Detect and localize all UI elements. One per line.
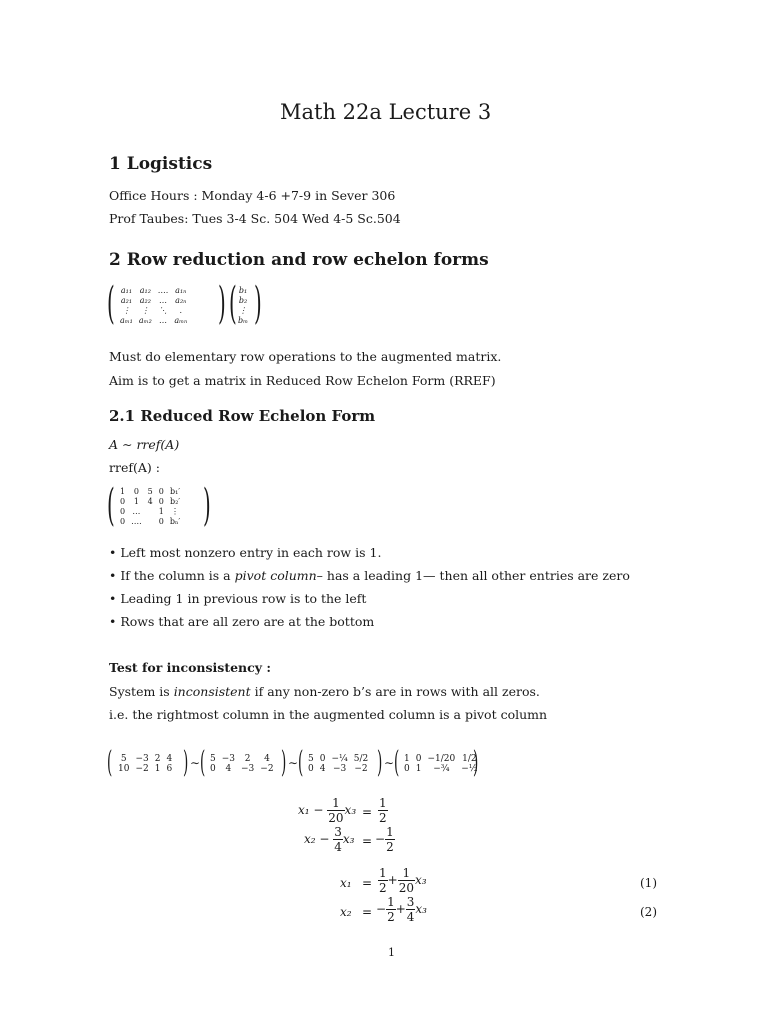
emphasis: pivot column <box>234 568 317 583</box>
matrix-row <box>235 316 251 326</box>
matrix-entry: b₂ <box>238 296 248 305</box>
equation-row <box>298 796 356 825</box>
sign: − <box>376 902 387 916</box>
matrix-entry: b₁ <box>238 286 248 295</box>
denominator: 2 <box>386 840 394 854</box>
denominator: 2 <box>379 811 387 825</box>
matrix-entry: ⋮ <box>171 507 180 516</box>
matrix-entry: 5 <box>120 754 127 764</box>
matrix-entry: −¼ <box>331 754 348 764</box>
matrix-entry: bₘ <box>238 316 249 325</box>
matrix-entry: 1 <box>120 487 126 496</box>
matrix-entry: 1 <box>158 507 164 516</box>
numerator: 1 <box>398 866 415 881</box>
matrix-entry: −2 <box>354 764 368 774</box>
bullet-text: Leading 1 in previous row is to the left <box>120 591 367 606</box>
left-paren: ( <box>107 480 115 531</box>
equals-sign: = <box>362 805 373 819</box>
matrix-entry: b₂′ <box>169 497 181 506</box>
matrix-row <box>115 764 175 774</box>
denominator: 4 <box>334 840 342 854</box>
matrix-entry: 0 <box>308 764 314 774</box>
term: x₃ <box>342 832 355 846</box>
matrix-step-1 <box>115 754 175 774</box>
matrix-entry: a₁₁ <box>120 286 133 295</box>
equation-number: (1) <box>640 876 657 890</box>
paragraph: Must do elementary row operations to the augmented matrix. <box>109 349 502 364</box>
plus: + <box>387 873 398 887</box>
matrix-step-3 <box>305 754 371 774</box>
bullet-item: • Rows that are all zero are at the bottom <box>109 614 375 629</box>
numerator: 1 <box>387 895 395 909</box>
plus: + <box>395 902 406 916</box>
bullet-item: • Left most nonzero entry in each row is 1. <box>109 545 382 560</box>
equals-sign: = <box>362 876 373 890</box>
matrix-entry: 0 <box>158 517 164 526</box>
matrix-entry: … <box>132 507 141 516</box>
matrix-entry: 5 <box>308 754 314 764</box>
matrix-entry: −3 <box>135 754 149 764</box>
matrix-entry: ⋱ <box>159 306 168 315</box>
matrix-step-2 <box>207 754 277 774</box>
bullet-item: • If the column is a pivot column– has a leading 1— then all other entries are zero <box>109 568 630 583</box>
matrix-entry: 1 <box>133 497 139 506</box>
matrix-row <box>117 497 183 507</box>
matrix-entry: 4 <box>147 497 153 506</box>
equals-sign: = <box>362 834 373 848</box>
term: x₃ <box>344 803 357 817</box>
right-paren: ) <box>203 480 211 531</box>
equation-rhs <box>378 866 427 895</box>
matrix-entry: 1/2 <box>462 754 477 764</box>
fraction <box>385 825 395 854</box>
matrix-row <box>235 306 251 316</box>
denominator: 4 <box>406 910 415 924</box>
text: If the column is a <box>120 568 235 583</box>
right-paren: ) <box>183 745 189 780</box>
page-number: 1 <box>388 946 395 959</box>
coefficient-matrix <box>117 286 190 326</box>
matrix-entry: a₂₂ <box>139 296 151 305</box>
matrix-entry: …. <box>157 286 169 295</box>
prof-hours-text: Prof Taubes: Tues 3-4 Sc. 504 Wed 4-5 Sc.504 <box>109 211 401 226</box>
section-heading-logistics: 1 Logistics <box>109 154 213 174</box>
row-reduction-chain <box>107 745 487 784</box>
matrix-entry: −3 <box>221 754 236 764</box>
matrix-row <box>115 754 175 764</box>
matrix-entry: 1 <box>404 754 410 764</box>
matrix-entry: −1/20 <box>427 754 456 764</box>
equation-rhs <box>378 796 388 825</box>
term: x₁ − <box>298 803 328 817</box>
matrix-entry <box>145 517 156 527</box>
fraction <box>386 895 396 924</box>
matrix-entry: ⋮ <box>122 306 131 315</box>
matrix-entry: a₂ₙ <box>175 296 187 305</box>
right-paren: ) <box>254 278 262 329</box>
fraction <box>378 796 388 825</box>
matrix-entry: 5 <box>147 487 153 496</box>
numerator: 3 <box>334 825 342 839</box>
matrix-row <box>305 754 371 764</box>
denominator: 2 <box>379 881 387 895</box>
right-paren: ) <box>218 278 226 329</box>
numerator: 1 <box>327 796 344 811</box>
matrix-entry: 0 <box>319 754 326 764</box>
matrix-entry: aₘₙ <box>174 316 188 325</box>
matrix-row <box>117 296 190 306</box>
sim-symbol: ∼ <box>288 756 299 770</box>
subsection-heading-rref: 2.1 Reduced Row Echelon Form <box>109 407 376 425</box>
right-paren: ) <box>473 745 479 780</box>
matrix-entry: 0 <box>120 507 126 516</box>
page-title: Math 22a Lecture 3 <box>280 100 492 124</box>
matrix-entry: 2 <box>154 754 161 764</box>
emphasis: inconsistent <box>173 684 251 699</box>
text: if any non-zero b’s are in rows with all zeros. <box>250 684 540 699</box>
matrix-entry: −2 <box>135 764 149 774</box>
numerator: 1 <box>379 796 387 810</box>
matrix-row <box>117 517 183 527</box>
matrix-row <box>401 764 481 774</box>
matrix-row <box>207 764 277 774</box>
matrix-entry: …. <box>131 517 142 526</box>
equation-number: (2) <box>640 905 657 919</box>
bullet-text: Rows that are all zero are at the bottom <box>120 614 375 629</box>
matrix-entry: −3 <box>332 764 347 774</box>
matrix-entry: … <box>159 316 168 325</box>
matrix-entry: −2 <box>260 764 274 774</box>
matrix-entry: 1 <box>415 764 422 774</box>
sim-symbol: ∼ <box>190 756 201 770</box>
fraction <box>398 866 415 895</box>
matrix-entry: 10 <box>118 764 130 774</box>
equals-sign: = <box>362 905 373 919</box>
denominator: 2 <box>387 910 395 924</box>
matrix-entry: ⋮ <box>239 306 248 315</box>
term: x₂ − <box>304 832 334 846</box>
matrix-entry: 2 <box>244 754 251 764</box>
matrix-entry: 6 <box>166 764 173 774</box>
matrix-entry: 4 <box>319 764 326 774</box>
bullet-item: • Leading 1 in previous row is to the left <box>109 591 367 606</box>
denominator: 20 <box>398 881 414 895</box>
paragraph <box>109 684 540 699</box>
matrix-entry: −¾ <box>433 764 450 774</box>
matrix-entry: 4 <box>225 764 232 774</box>
matrix-row <box>235 296 251 306</box>
term: x₃ <box>415 902 427 916</box>
paragraph: Aim is to get a matrix in Reduced Row Echelon Form (RREF) <box>109 373 496 388</box>
matrix-entry: −½ <box>461 764 478 774</box>
matrix-entry: 0 <box>158 497 164 506</box>
right-paren: ) <box>281 745 287 780</box>
fraction <box>327 796 344 825</box>
matrix-entry: a₁ₙ <box>175 286 187 295</box>
matrix-row <box>117 507 183 517</box>
term: x₃ <box>414 873 427 887</box>
matrix-entry: . <box>179 306 183 315</box>
equation-lhs: x₂ <box>340 905 352 919</box>
matrix-entry: 0 <box>120 517 126 526</box>
text: System is <box>109 684 174 699</box>
matrix-entry: 0 <box>120 497 126 506</box>
matrix-entry: bₙ′ <box>169 517 181 526</box>
matrix-entry: 0 <box>404 764 410 774</box>
equation-row <box>304 825 354 854</box>
matrix-entry <box>145 507 156 517</box>
matrix-entry: 0 <box>210 764 216 774</box>
matrix-row <box>207 754 277 764</box>
matrix-entry: 4 <box>166 754 173 764</box>
fraction <box>333 825 343 854</box>
rref-label: rref(A) : <box>109 460 160 475</box>
left-paren: ( <box>298 745 304 780</box>
matrix-row <box>117 306 190 316</box>
constant-vector <box>235 286 251 326</box>
rref-relation: A ∼ rref(A) <box>109 437 180 452</box>
bullet-text: Left most nonzero entry in each row is 1. <box>120 545 382 560</box>
rref-entries <box>117 487 183 527</box>
rref-matrix <box>107 482 217 538</box>
sim-symbol: ∼ <box>384 756 395 770</box>
inconsistency-heading: Test for inconsistency : <box>109 660 271 675</box>
matrix-entry: −3 <box>241 764 255 774</box>
matrix-entry: a₂₁ <box>120 296 133 305</box>
matrix-entry: b₁′ <box>169 487 181 496</box>
matrix-entry: a₁₂ <box>139 286 151 295</box>
office-hours-text: Office Hours : Monday 4-6 +7-9 in Sever 306 <box>109 188 396 203</box>
numerator: 1 <box>379 866 387 880</box>
numerator: 1 <box>386 825 394 839</box>
matrix-row <box>401 754 481 764</box>
right-paren: ) <box>377 745 383 780</box>
left-paren: ( <box>229 278 237 329</box>
matrix-row <box>305 764 371 774</box>
matrix-entry: 0 <box>415 754 422 764</box>
left-paren: ( <box>107 278 115 329</box>
section-heading-row-reduction: 2 Row reduction and row echelon forms <box>109 250 489 270</box>
matrix-entry: … <box>159 296 168 305</box>
equation-rhs <box>375 825 395 854</box>
matrix-entry: ⋮ <box>141 306 150 315</box>
equation-lhs: x₁ <box>340 876 352 890</box>
matrix-entry: 5 <box>210 754 216 764</box>
bullet-text <box>120 568 630 583</box>
augmented-matrix <box>107 278 262 332</box>
matrix-entry: 0 <box>158 487 164 496</box>
left-paren: ( <box>107 745 113 780</box>
matrix-row <box>117 487 183 497</box>
matrix-entry: 4 <box>264 754 270 764</box>
numerator: 3 <box>406 895 415 909</box>
fraction <box>378 866 388 895</box>
matrix-entry: aₘ₁ <box>120 316 133 325</box>
left-paren: ( <box>394 745 400 780</box>
matrix-entry: 1 <box>154 764 161 774</box>
text: – has a leading 1— then all other entries are zero <box>316 568 630 583</box>
matrix-entry: 0 <box>133 487 139 496</box>
denominator: 20 <box>328 811 344 825</box>
fraction <box>406 895 416 924</box>
matrix-row <box>235 286 251 296</box>
matrix-row <box>117 316 190 326</box>
sign: − <box>375 832 386 846</box>
left-paren: ( <box>200 745 206 780</box>
equation-rhs <box>376 895 427 924</box>
matrix-entry: 5/2 <box>353 754 369 764</box>
paragraph: i.e. the rightmost column in the augmented column is a pivot column <box>109 707 548 722</box>
matrix-step-4 <box>401 754 481 774</box>
matrix-entry: aₘ₂ <box>138 316 152 325</box>
matrix-row <box>117 286 190 296</box>
